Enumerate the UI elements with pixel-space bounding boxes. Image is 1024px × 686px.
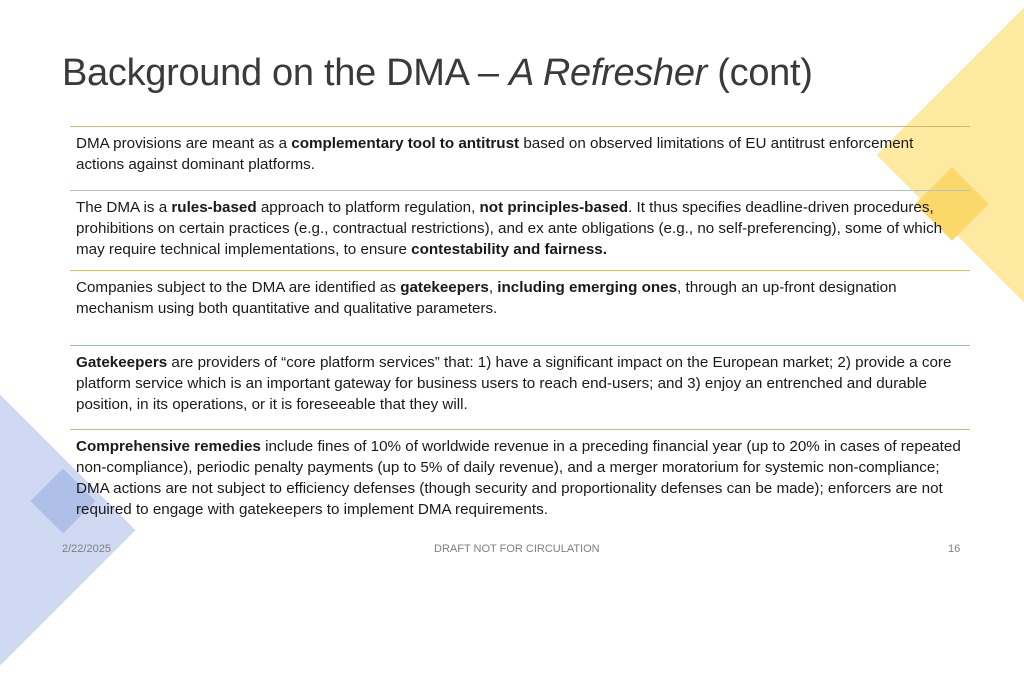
text-block-complementary-tool	[70, 126, 970, 190]
text-block-gatekeepers-identified	[70, 270, 970, 345]
body-text: The DMA is a	[76, 199, 172, 216]
bold-text: not principles-based	[479, 199, 629, 216]
body-text: are providers of “core platform services” that: 1) have a significant impact on the European market; 2) provide a core platform service which is an important gateway for business users to reach end-users; and 3) enjoy an entrenched and durable position, in its operations, or it is foreseeable that they will.	[76, 354, 952, 413]
title-plain: Background on the DMA –	[62, 52, 509, 94]
bold-text: complementary tool to antitrust	[291, 135, 520, 152]
bold-text: including emerging ones	[497, 279, 678, 296]
footer-page-number: 16	[948, 543, 961, 555]
text-block-rules-based	[70, 190, 970, 270]
body-text: , through an up-front designation mechanism using both quantitative and qualitative parameters.	[76, 279, 897, 317]
body-text: Companies subject to the DMA are identified as	[76, 279, 401, 296]
bold-text: gatekeepers	[400, 279, 489, 296]
body-text: include fines of 10% of worldwide revenue in a preceding financial year (up to 20% in cases of repeated non-compliance), periodic penalty payments (up to 5% of daily revenue), and a merger moratorium for systemic non-compliance; DMA actions are not subject to efficiency defenses (though security and proportionality defenses can be made); enforcers are not required to engage with gatekeepers to implement DMA requirements.	[76, 438, 961, 518]
body-text: approach to platform regulation,	[256, 199, 480, 216]
text-block-comprehensive-remedies	[70, 429, 970, 541]
slide-title	[62, 52, 813, 95]
title-italic: A Refresher	[508, 52, 708, 94]
content-blocks	[70, 126, 970, 541]
body-text: based on observed limitations of EU antitrust enforcement actions against dominant platforms.	[76, 135, 914, 173]
bold-text: Comprehensive remedies	[76, 438, 261, 455]
bold-text: contestability and fairness.	[411, 241, 607, 258]
footer-draft-notice: DRAFT NOT FOR CIRCULATION	[434, 543, 600, 555]
bold-text: rules-based	[171, 199, 257, 216]
body-text: DMA provisions are meant as a	[76, 135, 292, 152]
bold-text: Gatekeepers	[76, 354, 168, 371]
footer-date: 2/22/2025	[62, 543, 111, 555]
body-text: ,	[488, 279, 498, 296]
title-suffix: (cont)	[707, 52, 813, 94]
text-block-gatekeeper-definition	[70, 345, 970, 429]
body-text: . It thus specifies deadline-driven procedures, prohibitions on certain practices (e.g., contractual restrictions), and ex ante obligations (e.g., no self-preferencing), some of which may require technical implementations, to ensure	[76, 199, 943, 258]
